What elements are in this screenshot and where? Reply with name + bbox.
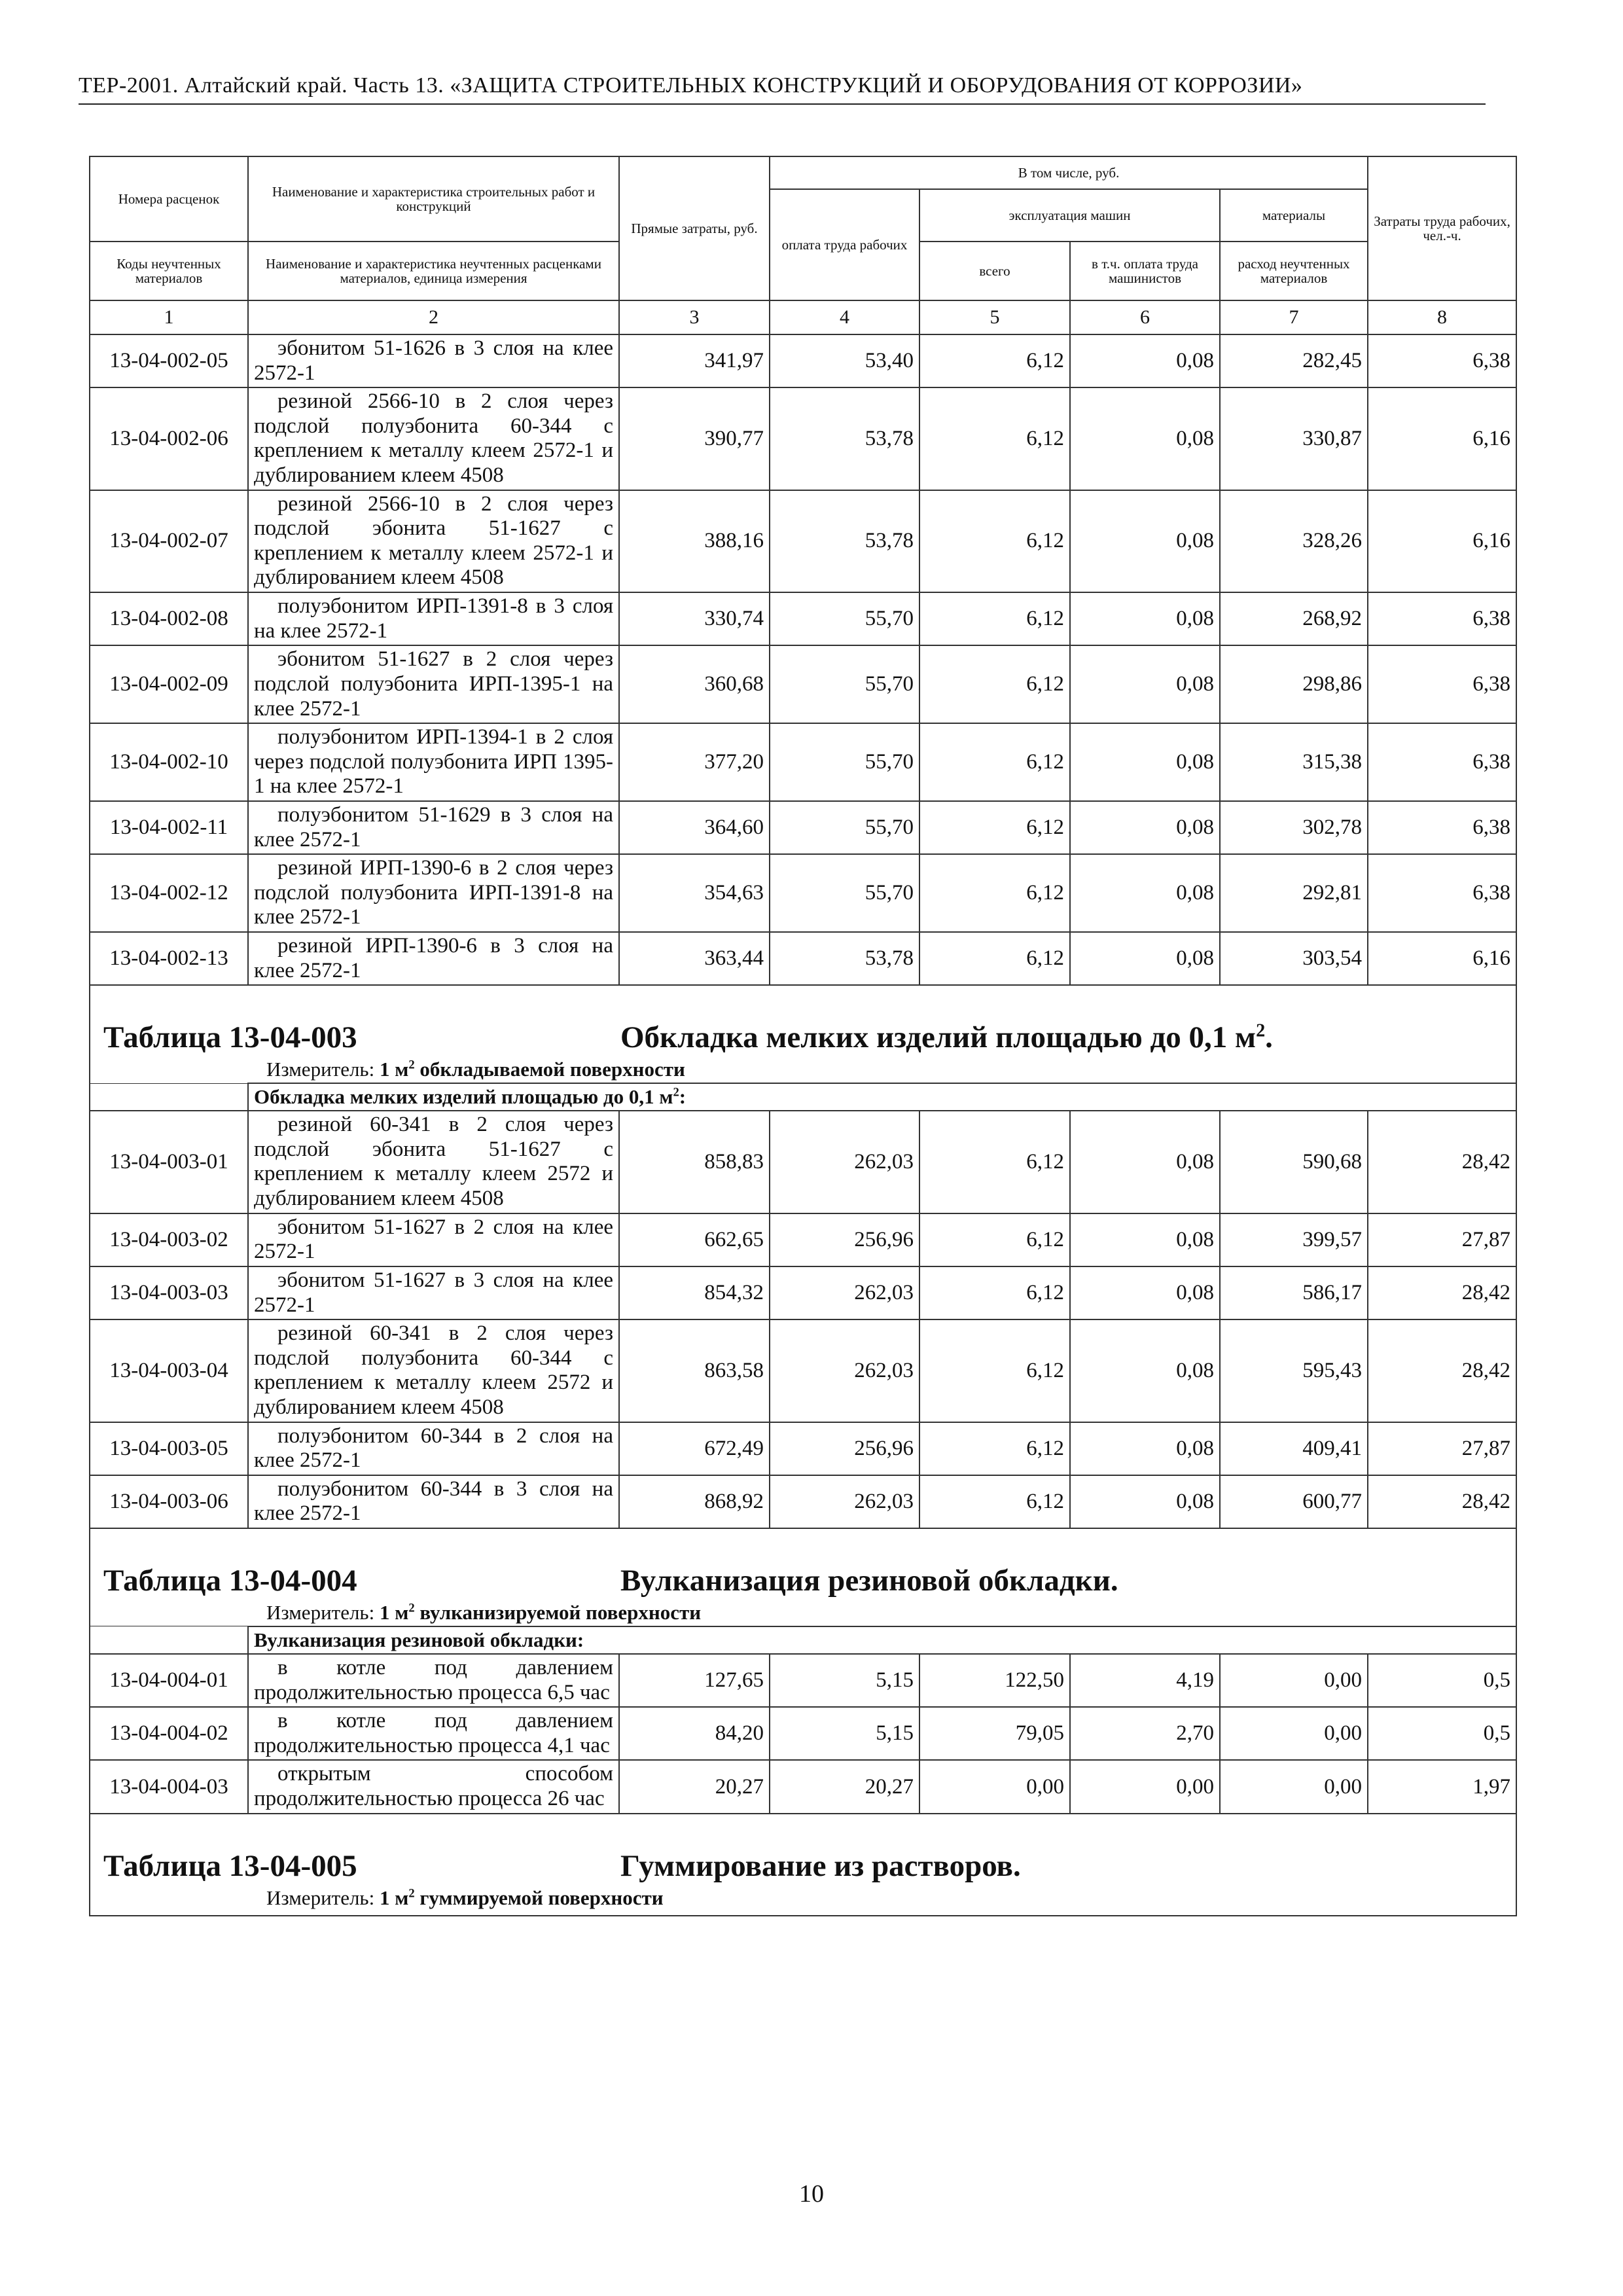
direct-cost: 354,63	[619, 854, 770, 932]
machines-total: 6,12	[919, 1475, 1070, 1528]
labor-hours: 0,5	[1368, 1707, 1516, 1760]
head-materials: материалы	[1220, 189, 1368, 242]
materials-cost: 595,43	[1220, 1319, 1368, 1422]
labor-cost: 5,15	[770, 1654, 919, 1707]
col-number: 3	[619, 300, 770, 334]
machines-total: 6,12	[919, 801, 1070, 854]
machinist-labor: 0,08	[1070, 723, 1220, 801]
rate-code: 13-04-003-01	[90, 1111, 248, 1213]
materials-cost: 268,92	[1220, 592, 1368, 645]
section-title: Обкладка мелких изделий площадью до 0,1 $м^2$:	[248, 1083, 1516, 1111]
labor-hours: 0,5	[1368, 1654, 1516, 1707]
labor-cost: 262,03	[770, 1319, 919, 1422]
labor-cost: 53,78	[770, 387, 919, 490]
machines-total: 6,12	[919, 1111, 1070, 1213]
machines-total: 6,12	[919, 1266, 1070, 1319]
labor-cost: 20,27	[770, 1760, 919, 1813]
machines-total: 6,12	[919, 1319, 1070, 1422]
materials-cost: 409,41	[1220, 1422, 1368, 1475]
labor-cost: 256,96	[770, 1213, 919, 1266]
running-header: ТЕР-2001. Алтайский край. Часть 13. «ЗАЩИТА СТРОИТЕЛЬНЫХ КОНСТРУКЦИЙ И ОБОРУДОВАНИЯ ОТ КОРРОЗИИ»	[79, 73, 1486, 105]
rate-row	[90, 645, 1516, 723]
rates-table	[89, 156, 1517, 1916]
col-number: 7	[1220, 300, 1368, 334]
head-incl: В том числе, руб.	[770, 156, 1368, 189]
rate-code: 13-04-002-07	[90, 490, 248, 592]
machines-total: 6,12	[919, 854, 1070, 932]
machinist-labor: 0,00	[1070, 1760, 1220, 1813]
materials-cost: 399,57	[1220, 1213, 1368, 1266]
rate-row	[90, 334, 1516, 387]
rate-row	[90, 854, 1516, 932]
machinist-labor: 4,19	[1070, 1654, 1220, 1707]
page-number: 10	[799, 2180, 824, 2208]
table-number: Таблица 13-04-004	[103, 1563, 357, 1598]
direct-cost: 390,77	[619, 387, 770, 490]
rate-description: эбонитом 51-1627 в 2 слоя через подслой полуэбонита ИРП-1395-1 на клее 2572-1	[248, 645, 619, 723]
direct-cost: 360,68	[619, 645, 770, 723]
direct-cost: 662,65	[619, 1213, 770, 1266]
labor-cost: 53,78	[770, 490, 919, 592]
section-title: Вулканизация резиновой обкладки:	[248, 1626, 1516, 1654]
materials-cost: 330,87	[1220, 387, 1368, 490]
rate-code: 13-04-003-02	[90, 1213, 248, 1266]
col-number: 1	[90, 300, 248, 334]
rate-row	[90, 723, 1516, 801]
table-title: Вулканизация резиновой обкладки.	[620, 1563, 1118, 1598]
rate-description: резиной 60-341 в 2 слоя через подслой эбонита 51-1627 с креплением к металлу клеем 2572 и дублированием клеем 4508	[248, 1111, 619, 1213]
column-numbers-row	[90, 300, 1516, 334]
direct-cost: 388,16	[619, 490, 770, 592]
rate-description: резиной ИРП-1390-6 в 2 слоя через подслой полуэбонита ИРП-1391-8 на клее 2572-1	[248, 854, 619, 932]
head-total: всего	[919, 242, 1070, 300]
rate-code: 13-04-002-13	[90, 932, 248, 985]
machines-total: 6,12	[919, 334, 1070, 387]
machines-total: 0,00	[919, 1760, 1070, 1813]
labor-hours: 6,38	[1368, 592, 1516, 645]
labor-cost: 262,03	[770, 1111, 919, 1213]
rate-row	[90, 1111, 1516, 1213]
direct-cost: 127,65	[619, 1654, 770, 1707]
table-13-04-005-heading	[90, 1814, 1516, 1916]
machinist-labor: 0,08	[1070, 932, 1220, 985]
col-number: 2	[248, 300, 619, 334]
rate-code: 13-04-003-05	[90, 1422, 248, 1475]
machines-total: 6,12	[919, 1422, 1070, 1475]
machinist-labor: 0,08	[1070, 1213, 1220, 1266]
direct-cost: 84,20	[619, 1707, 770, 1760]
measure-unit: Измеритель: 1 $м^2$ обкладываемой поверхности	[266, 1058, 685, 1081]
head-name2: Наименование и характеристика неучтенных расценками материалов, единица измерения	[248, 242, 619, 300]
rate-description: резиной 2566-10 в 2 слоя через подслой эбонита 51-1627 с креплением к металлу клеем 2572-1 и дублированием клеем 4508	[248, 490, 619, 592]
labor-cost: 262,03	[770, 1266, 919, 1319]
rate-code: 13-04-003-04	[90, 1319, 248, 1422]
direct-cost: 330,74	[619, 592, 770, 645]
materials-cost: 0,00	[1220, 1654, 1368, 1707]
materials-cost: 0,00	[1220, 1760, 1368, 1813]
materials-cost: 315,38	[1220, 723, 1368, 801]
rate-row	[90, 387, 1516, 490]
col-number: 6	[1070, 300, 1220, 334]
rate-description: эбонитом 51-1626 в 3 слоя на клее 2572-1	[248, 334, 619, 387]
rate-description: резиной 2566-10 в 2 слоя через подслой полуэбонита 60-344 с креплением к металлу клеем 2572-1 и дублированием клеем 4508	[248, 387, 619, 490]
rate-row	[90, 1319, 1516, 1422]
head-code: Номера расценок	[90, 156, 248, 242]
materials-cost: 600,77	[1220, 1475, 1368, 1528]
rate-row	[90, 932, 1516, 985]
materials-cost: 0,00	[1220, 1707, 1368, 1760]
head-code2: Коды неучтенных материалов	[90, 242, 248, 300]
machines-total: 6,12	[919, 1213, 1070, 1266]
rate-row	[90, 1707, 1516, 1760]
rate-code: 13-04-002-08	[90, 592, 248, 645]
labor-cost: 53,40	[770, 334, 919, 387]
col-number: 5	[919, 300, 1070, 334]
labor-hours: 6,38	[1368, 334, 1516, 387]
machinist-labor: 0,08	[1070, 1319, 1220, 1422]
rate-description: в котле под давлением продолжительностью процесса 6,5 час	[248, 1654, 619, 1707]
head-machinists: в т.ч. оплата труда машинистов	[1070, 242, 1220, 300]
materials-cost: 298,86	[1220, 645, 1368, 723]
machinist-labor: 0,08	[1070, 592, 1220, 645]
table-title: Обкладка мелких изделий площадью до 0,1 $м^2$.	[620, 1020, 1273, 1055]
direct-cost: 863,58	[619, 1319, 770, 1422]
machinist-labor: 0,08	[1070, 801, 1220, 854]
labor-cost: 5,15	[770, 1707, 919, 1760]
direct-cost: 20,27	[619, 1760, 770, 1813]
machines-total: 6,12	[919, 592, 1070, 645]
rate-code: 13-04-004-01	[90, 1654, 248, 1707]
labor-hours: 28,42	[1368, 1475, 1516, 1528]
direct-cost: 858,83	[619, 1111, 770, 1213]
labor-hours: 6,16	[1368, 490, 1516, 592]
section-blank	[90, 1626, 248, 1654]
machines-total: 6,12	[919, 645, 1070, 723]
rate-code: 13-04-002-12	[90, 854, 248, 932]
rate-row	[90, 1654, 1516, 1707]
direct-cost: 364,60	[619, 801, 770, 854]
rate-description: резиной ИРП-1390-6 в 3 слоя на клее 2572-1	[248, 932, 619, 985]
head-hours: Затраты труда рабочих, чел.-ч.	[1368, 156, 1516, 300]
rate-code: 13-04-002-11	[90, 801, 248, 854]
labor-cost: 55,70	[770, 645, 919, 723]
materials-cost: 302,78	[1220, 801, 1368, 854]
head-name: Наименование и характеристика строительных работ и конструкций	[248, 156, 619, 242]
rows-13-04-004	[90, 1654, 1516, 1814]
table-title: Гуммирование из растворов.	[620, 1848, 1021, 1883]
rate-description: резиной 60-341 в 2 слоя через подслой полуэбонита 60-344 с креплением к металлу клеем 2572 и дублированием клеем 4508	[248, 1319, 619, 1422]
labor-cost: 55,70	[770, 592, 919, 645]
rate-code: 13-04-003-06	[90, 1475, 248, 1528]
labor-hours: 28,42	[1368, 1111, 1516, 1213]
rate-description: открытым способом продолжительностью процесса 26 час	[248, 1760, 619, 1813]
labor-cost: 55,70	[770, 854, 919, 932]
materials-cost: 292,81	[1220, 854, 1368, 932]
rate-description: в котле под давлением продолжительностью процесса 4,1 час	[248, 1707, 619, 1760]
machinist-labor: 0,08	[1070, 1111, 1220, 1213]
rows-13-04-003	[90, 1111, 1516, 1528]
head-machines: эксплуатация машин	[919, 189, 1220, 242]
head-labor: оплата труда рабочих	[770, 189, 919, 300]
materials-cost: 328,26	[1220, 490, 1368, 592]
rate-description: полуэбонитом ИРП-1391-8 в 3 слоя на клее 2572-1	[248, 592, 619, 645]
labor-hours: 1,97	[1368, 1760, 1516, 1813]
col-number: 4	[770, 300, 919, 334]
measure-unit: Измеритель: 1 $м^2$ вулканизируемой поверхности	[266, 1600, 702, 1624]
table-13-04-004-heading	[90, 1528, 1516, 1626]
head-direct: Прямые затраты, руб.	[619, 156, 770, 300]
table-number: Таблица 13-04-005	[103, 1848, 357, 1883]
rate-code: 13-04-002-09	[90, 645, 248, 723]
machinist-labor: 2,70	[1070, 1707, 1220, 1760]
materials-cost: 282,45	[1220, 334, 1368, 387]
labor-cost: 53,78	[770, 932, 919, 985]
machinist-labor: 0,08	[1070, 854, 1220, 932]
rate-description: эбонитом 51-1627 в 3 слоя на клее 2572-1	[248, 1266, 619, 1319]
labor-hours: 28,42	[1368, 1266, 1516, 1319]
rate-row	[90, 592, 1516, 645]
machinist-labor: 0,08	[1070, 1266, 1220, 1319]
labor-cost: 262,03	[770, 1475, 919, 1528]
direct-cost: 377,20	[619, 723, 770, 801]
rate-description: полуэбонитом ИРП-1394-1 в 2 слоя через подслой полуэбонита ИРП 1395-1 на клее 2572-1	[248, 723, 619, 801]
machines-total: 122,50	[919, 1654, 1070, 1707]
direct-cost: 363,44	[619, 932, 770, 985]
machinist-labor: 0,08	[1070, 334, 1220, 387]
machinist-labor: 0,08	[1070, 1422, 1220, 1475]
labor-hours: 6,38	[1368, 645, 1516, 723]
labor-hours: 6,38	[1368, 854, 1516, 932]
labor-hours: 28,42	[1368, 1319, 1516, 1422]
rate-code: 13-04-002-06	[90, 387, 248, 490]
labor-hours: 27,87	[1368, 1213, 1516, 1266]
machinist-labor: 0,08	[1070, 1475, 1220, 1528]
machines-total: 6,12	[919, 932, 1070, 985]
rate-row	[90, 490, 1516, 592]
labor-hours: 27,87	[1368, 1422, 1516, 1475]
machines-total: 79,05	[919, 1707, 1070, 1760]
machinist-labor: 0,08	[1070, 387, 1220, 490]
materials-cost: 586,17	[1220, 1266, 1368, 1319]
materials-cost: 590,68	[1220, 1111, 1368, 1213]
labor-hours: 6,16	[1368, 387, 1516, 490]
table-number: Таблица 13-04-003	[103, 1020, 357, 1055]
col-number: 8	[1368, 300, 1516, 334]
rate-row	[90, 1475, 1516, 1528]
machines-total: 6,12	[919, 723, 1070, 801]
rate-row	[90, 1213, 1516, 1266]
rate-description: полуэбонитом 60-344 в 3 слоя на клее 2572-1	[248, 1475, 619, 1528]
rate-row	[90, 1266, 1516, 1319]
labor-cost: 256,96	[770, 1422, 919, 1475]
labor-cost: 55,70	[770, 801, 919, 854]
table-13-04-003-heading	[90, 985, 1516, 1083]
rate-code: 13-04-002-10	[90, 723, 248, 801]
measure-unit: Измеритель: 1 $м^2$ гуммируемой поверхности	[266, 1886, 664, 1909]
direct-cost: 854,32	[619, 1266, 770, 1319]
head-unaccounted: расход неучтенных материалов	[1220, 242, 1368, 300]
machinist-labor: 0,08	[1070, 490, 1220, 592]
rate-description: полуэбонитом 60-344 в 2 слоя на клее 2572-1	[248, 1422, 619, 1475]
machinist-labor: 0,08	[1070, 645, 1220, 723]
direct-cost: 672,49	[619, 1422, 770, 1475]
section-blank	[90, 1083, 248, 1111]
rate-code: 13-04-002-05	[90, 334, 248, 387]
machines-total: 6,12	[919, 387, 1070, 490]
rate-code: 13-04-004-03	[90, 1760, 248, 1813]
rows-13-04-002	[90, 334, 1516, 985]
direct-cost: 868,92	[619, 1475, 770, 1528]
rate-description: полуэбонитом 51-1629 в 3 слоя на клее 2572-1	[248, 801, 619, 854]
rate-row	[90, 1422, 1516, 1475]
labor-cost: 55,70	[770, 723, 919, 801]
materials-cost: 303,54	[1220, 932, 1368, 985]
direct-cost: 341,97	[619, 334, 770, 387]
rate-code: 13-04-003-03	[90, 1266, 248, 1319]
rate-code: 13-04-004-02	[90, 1707, 248, 1760]
labor-hours: 6,16	[1368, 932, 1516, 985]
rate-row	[90, 801, 1516, 854]
machines-total: 6,12	[919, 490, 1070, 592]
labor-hours: 6,38	[1368, 801, 1516, 854]
rate-description: эбонитом 51-1627 в 2 слоя на клее 2572-1	[248, 1213, 619, 1266]
rate-row	[90, 1760, 1516, 1813]
labor-hours: 6,38	[1368, 723, 1516, 801]
